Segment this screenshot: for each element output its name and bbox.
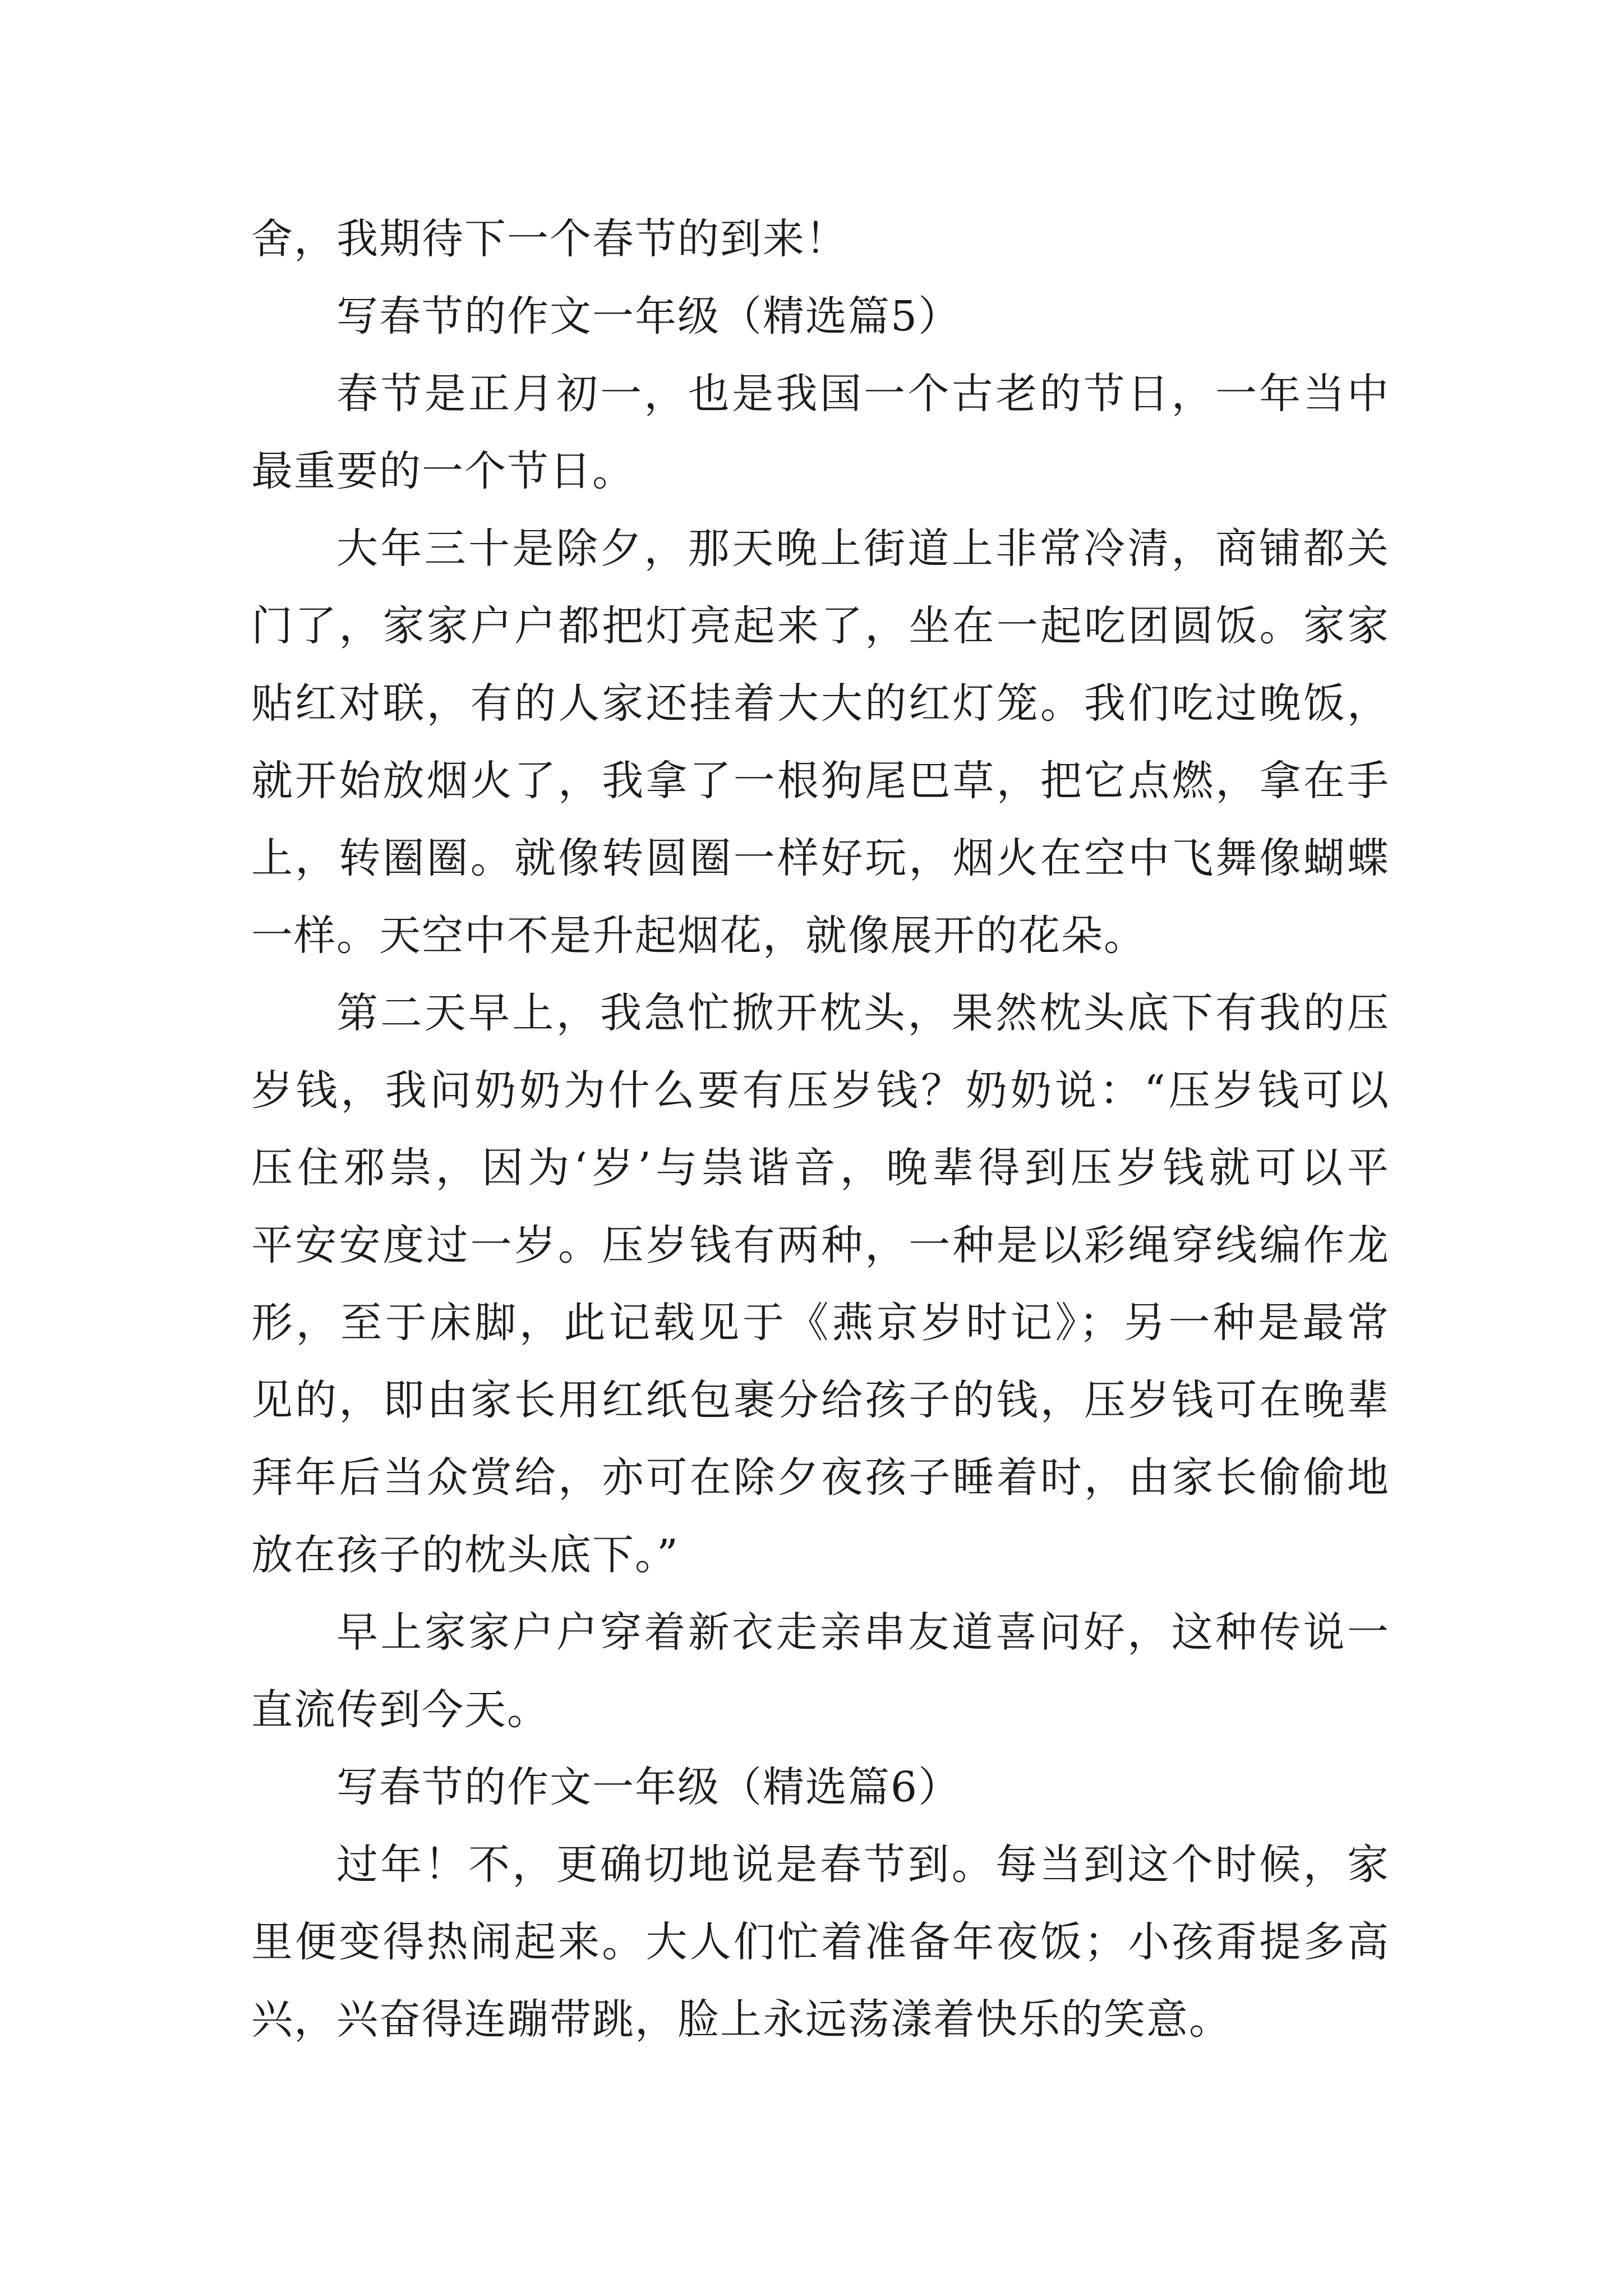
paragraph-line: 压住邪祟，因为‘岁’与祟谐音，晚辈得到压岁钱就可以平	[251, 1144, 1390, 1192]
paragraph-line: 春节是正月初一，也是我国一个古老的节日，一年当中	[336, 370, 1390, 418]
paragraph-continuation-line: 舍，我期待下一个春节的到来！	[251, 215, 848, 263]
paragraph-line: 就开始放烟火了，我拿了一根狗尾巴草，把它点燃，拿在手	[251, 757, 1390, 805]
paragraph-line: 过年！不，更确切地说是春节到。每当到这个时候，家	[336, 1841, 1390, 1889]
paragraph-line: 上，转圈圈。就像转圆圈一样好玩，烟火在空中飞舞像蝴蝶	[251, 834, 1390, 882]
section-heading-5: 写春节的作文一年级（精选篇5）	[336, 292, 961, 341]
paragraph-line: 第二天早上，我急忙掀开枕头，果然枕头底下有我的压	[336, 989, 1390, 1037]
paragraph-line: 一样。天空中不是升起烟花，就像展开的花朵。	[251, 912, 1146, 960]
paragraph-line: 大年三十是除夕，那天晚上街道上非常冷清，商铺都关	[336, 524, 1390, 573]
paragraph-line: 形，至于床脚，此记载见于《燕京岁时记》；另一种是最常	[251, 1299, 1390, 1347]
section-heading-6: 写春节的作文一年级（精选篇6）	[336, 1763, 961, 1811]
paragraph-line: 直流传到今天。	[251, 1686, 550, 1734]
paragraph-line: 放在孩子的枕头底下。”	[251, 1531, 679, 1579]
paragraph-line: 兴，兴奋得连蹦带跳，脸上永远荡漾着快乐的笑意。	[251, 1995, 1232, 2044]
paragraph-line: 平安安度过一岁。压岁钱有两种，一种是以彩绳穿线编作龙	[251, 1221, 1390, 1269]
paragraph-line: 早上家家户户穿着新衣走亲串友道喜问好，这种传说一	[336, 1608, 1390, 1657]
paragraph-line: 拜年后当众赏给，亦可在除夕夜孩子睡着时，由家长偷偷地	[251, 1453, 1390, 1502]
paragraph-line: 贴红对联，有的人家还挂着大大的红灯笼。我们吃过晚饭，	[251, 679, 1390, 728]
paragraph-line: 里便变得热闹起来。大人们忙着准备年夜饭；小孩甭提多高	[251, 1918, 1390, 1966]
paragraph-line: 见的，即由家长用红纸包裹分给孩子的钱，压岁钱可在晚辈	[251, 1376, 1390, 1424]
paragraph-line: 门了，家家户户都把灯亮起来了，坐在一起吃团圆饭。家家	[251, 602, 1390, 650]
paragraph-line: 最重要的一个节日。	[251, 447, 635, 495]
paragraph-line: 岁钱，我问奶奶为什么要有压岁钱？奶奶说：“压岁钱可以	[251, 1066, 1390, 1115]
